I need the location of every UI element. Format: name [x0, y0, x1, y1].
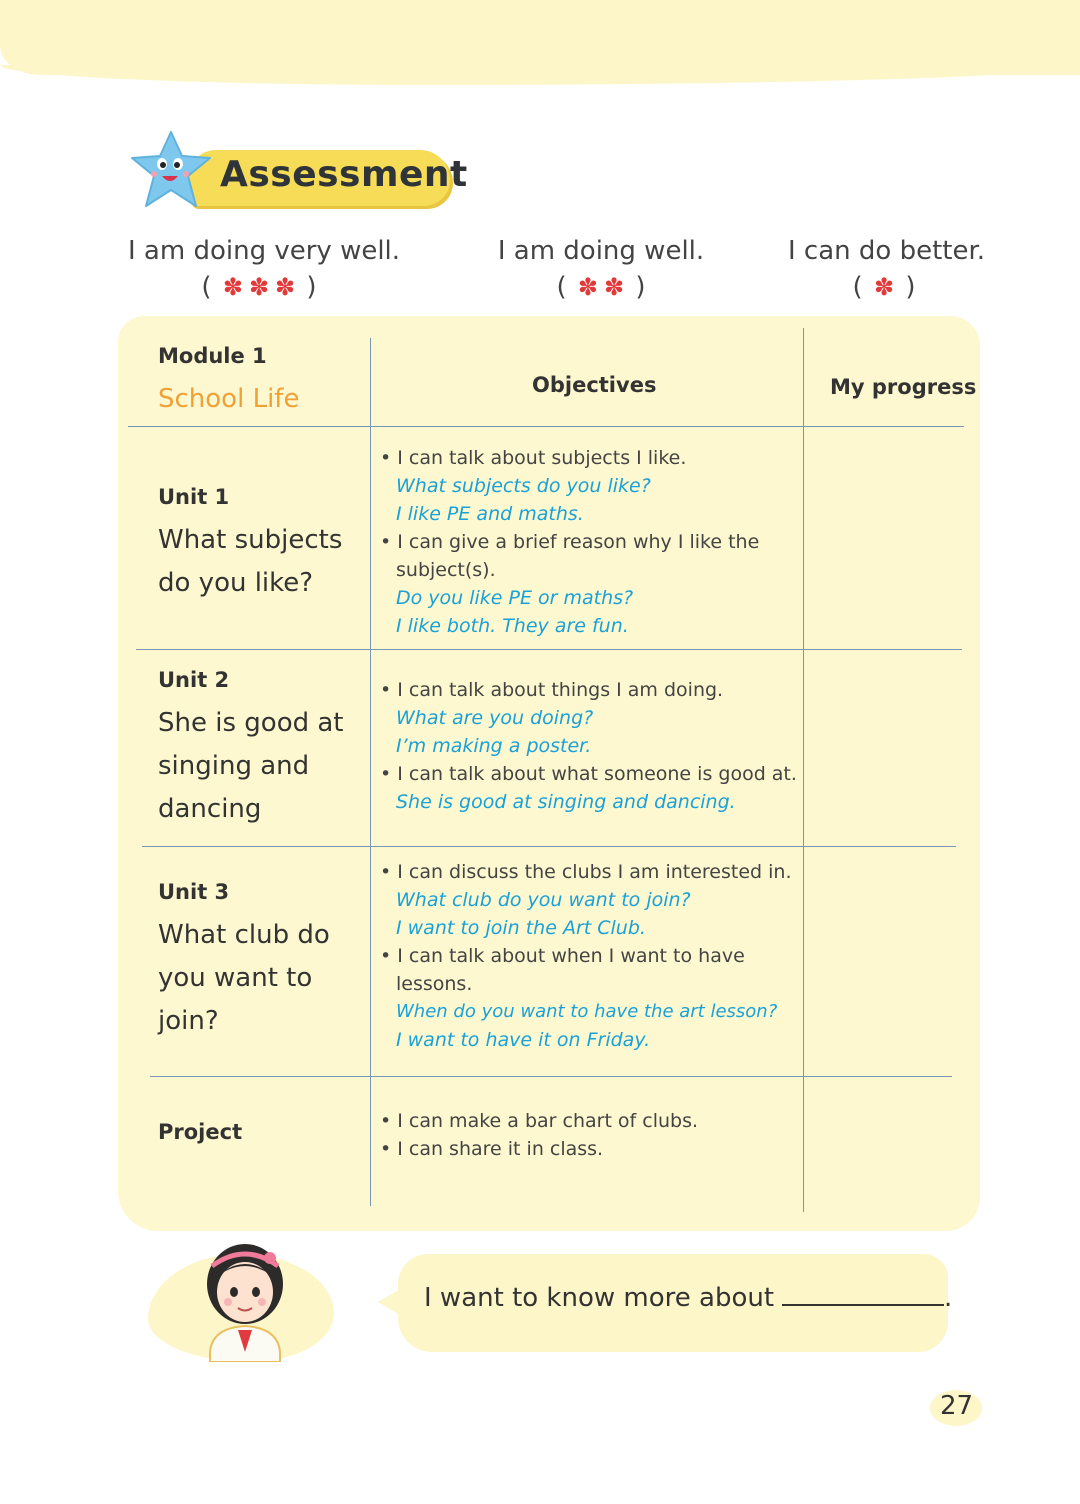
objective-item: • I can talk about what someone is good at.: [380, 763, 797, 785]
objective-item: • I can talk about when I want to have lessons.: [380, 945, 745, 995]
flower-icon: ✽: [577, 273, 598, 301]
rating-well: [496, 236, 706, 302]
assessment-heading: [128, 128, 468, 214]
flower-icon: ✽: [222, 273, 243, 301]
unit-objectives: [380, 858, 804, 1054]
example-sentence: I like PE and maths.: [396, 503, 584, 525]
unit-label: Unit 1: [158, 485, 230, 509]
top-decor-band: [0, 0, 1080, 75]
module-name: School Life: [158, 384, 300, 414]
unit-label: Unit 2: [158, 668, 230, 692]
flower-icon: ✽: [248, 273, 270, 301]
rating-flowers: ( ✽ ✽ ): [556, 272, 646, 302]
unit-label: Unit 3: [158, 880, 230, 904]
fill-in-blank[interactable]: [782, 1282, 944, 1306]
objective-item: • I can talk about things I am doing.: [380, 679, 724, 701]
unit-title: What subjects do you like?: [158, 525, 343, 598]
unit-objectives: [380, 444, 804, 640]
example-sentence: I want to join the Art Club.: [396, 917, 646, 939]
speech-text: I want to know more about .: [424, 1283, 953, 1313]
unit-title: She is good at singing and dancing: [158, 708, 344, 824]
objective-item: • I can discuss the clubs I am interested in.: [380, 861, 792, 883]
project-objectives: [380, 1107, 804, 1163]
rating-better: [788, 236, 986, 302]
rating-label: I am doing well.: [497, 236, 705, 266]
rating-label: I can do better.: [788, 236, 986, 266]
example-sentence: I want to have it on Friday.: [396, 1029, 651, 1051]
girl-illustration: [190, 1232, 300, 1362]
unit-objectives: [380, 676, 804, 816]
row-divider: [136, 649, 962, 650]
flower-icon: ✽: [604, 273, 625, 301]
example-sentence: What are you doing?: [396, 707, 594, 729]
example-sentence: When do you want to have the art lesson?: [396, 1001, 778, 1022]
example-sentence: What club do you want to join?: [396, 889, 691, 911]
rating-flowers: ( ✽ ✽ ✽ ): [201, 272, 317, 302]
example-sentence: She is good at singing and dancing.: [396, 791, 736, 813]
unit-title: What club do you want to join?: [158, 920, 330, 1036]
row-divider: [128, 426, 964, 427]
rating-label: I am doing very well.: [128, 236, 401, 266]
project-label: Project: [158, 1120, 243, 1144]
flower-icon: ✽: [873, 273, 895, 301]
rating-flowers: ( ✽ ): [852, 272, 916, 302]
star-mascot-icon: [128, 128, 214, 214]
objective-item: • I can share it in class.: [380, 1138, 604, 1160]
example-sentence: I’m making a poster.: [396, 735, 592, 757]
objective-item: • I can make a bar chart of clubs.: [380, 1110, 699, 1132]
example-sentence: Do you like PE or maths?: [396, 587, 634, 609]
example-sentence: I like both. They are fun.: [396, 615, 629, 637]
objective-item: • I can talk about subjects I like.: [380, 447, 687, 469]
page-title: Assessment: [220, 154, 468, 195]
objective-item: • I can give a brief reason why I like the subject(s).: [380, 531, 760, 581]
progress-header: My progress: [830, 375, 977, 399]
rating-very-well: [128, 236, 401, 302]
flower-icon: ✽: [275, 273, 296, 301]
page-number: 27: [940, 1391, 974, 1421]
module-label: Module 1: [158, 344, 267, 368]
row-divider: [142, 846, 956, 847]
row-divider: [150, 1076, 952, 1077]
objectives-header: Objectives: [532, 373, 657, 397]
example-sentence: What subjects do you like?: [396, 475, 651, 497]
